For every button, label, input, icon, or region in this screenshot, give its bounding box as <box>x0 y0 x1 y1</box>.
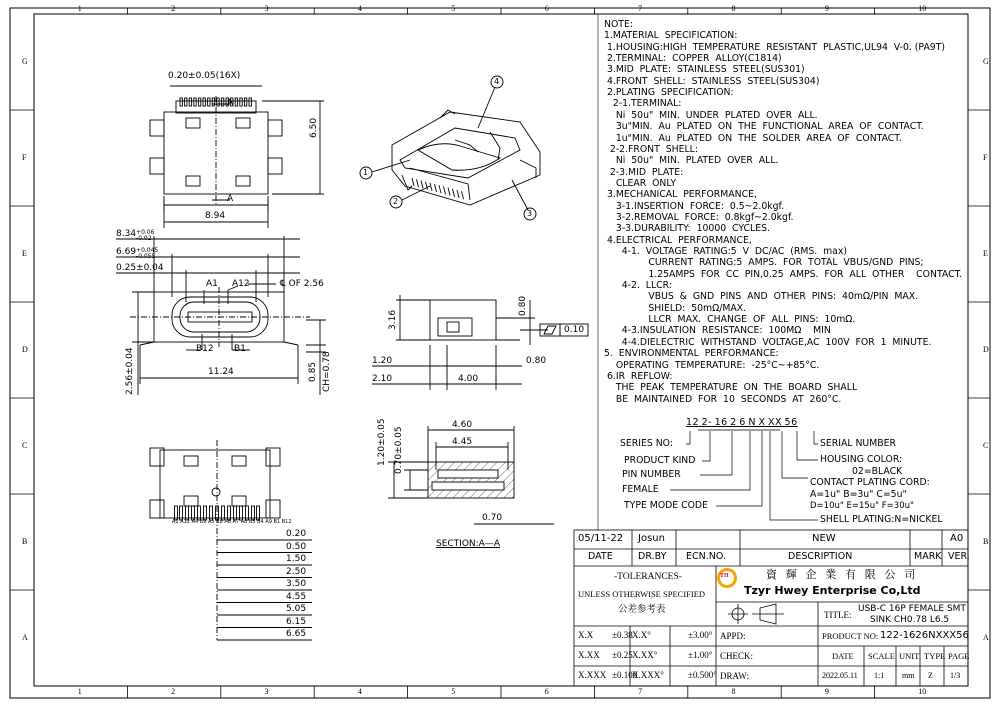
pad-dim: 0.50 <box>286 541 307 552</box>
label-housing-color: HOUSING COLOR: <box>820 454 903 465</box>
info-value: 1/3 <box>950 671 961 680</box>
tolerance-cell: X.X° <box>632 630 651 640</box>
tolerance-subheading: UNLESS OTHERWISE SPECIFIED <box>578 589 706 599</box>
note-line: 3-1.INSERTION FORCE: 0.5~2.0kgf. <box>604 200 785 212</box>
note-line: 2.PLATING SPECIFICATION: <box>604 87 734 99</box>
note-line: 1.MATERIAL SPECIFICATION: <box>604 30 738 42</box>
tolerance-cell: ±3.00° <box>688 630 713 640</box>
dim-front-height: 2.56±0.04 <box>125 347 135 395</box>
pad-dim: 4.55 <box>286 591 307 602</box>
pad-dim: 6.15 <box>286 616 307 627</box>
flatness-value: 0.10 <box>564 325 585 335</box>
title-line-1: USB-C 16P FEMALE SMT <box>858 604 966 614</box>
zone-col-bottom: 8 <box>731 687 736 696</box>
dim-top-width: 8.94 <box>205 211 226 221</box>
note-line: 4.FRONT SHELL: STAINLESS STEEL(SUS304) <box>604 75 820 87</box>
label-contact-plating: CONTACT PLATING CORD: <box>810 477 930 488</box>
label-plating-codes-1: A=1u" B=3u" C=5u" <box>810 489 907 500</box>
label-serial-number: SERIAL NUMBER <box>820 438 896 449</box>
dim-width-1: 8.34+0.06 -0.02 <box>116 229 155 242</box>
tolerance-cell: X.XX <box>578 650 600 660</box>
note-line: Ni 50u" MIN. PLATED OVER ALL. <box>604 155 779 167</box>
zone-col-bottom: 5 <box>451 687 456 696</box>
pad-pin-labels: A1 A12 A4 B9 A5 B8 A6 A7 A8 B5 B4 A9 B1 B12 <box>172 519 292 525</box>
note-line: OPERATING TEMPERATURE: -25°C~+85°C. <box>604 359 820 371</box>
zone-row-left: A <box>22 633 28 642</box>
zone-col-top: 5 <box>451 4 456 13</box>
pin-label-a1: A1 <box>206 279 218 289</box>
zone-row-left: G <box>22 57 28 66</box>
rev-header-ecn: ECN.NO. <box>686 551 726 562</box>
dim-section-0-70: 0.70±0.05 <box>394 426 404 474</box>
dim-top-height: 6.50 <box>309 117 319 138</box>
dim-side-2-10: 2.10 <box>372 374 393 384</box>
label-pin-number: PIN NUMBER <box>622 469 681 480</box>
note-line: Ni 50u" MIN. UNDER PLATED OVER ALL. <box>604 109 818 121</box>
pad-dim: 2.50 <box>286 566 307 577</box>
product-no: 122-1626NXXX56 <box>880 630 969 641</box>
zone-row-left: F <box>22 153 27 162</box>
callout-1: 1 <box>363 168 369 177</box>
pin-label-b12: B12 <box>196 344 214 354</box>
rev-header-desc: DESCRIPTION <box>788 551 853 562</box>
tolerance-cell: X.XXX° <box>632 670 664 680</box>
zone-row-left: D <box>22 345 28 354</box>
label-housing-black: 02=BLACK <box>852 466 903 477</box>
pad-dim: 0.20 <box>286 529 307 539</box>
zone-col-bottom: 1 <box>77 687 82 696</box>
zone-col-top: 2 <box>171 4 176 13</box>
tolerance-cell: X.X <box>578 630 594 640</box>
rev-header-date: DATE <box>588 551 613 562</box>
note-line: LLCR MAX. CHANGE OF ALL PINS: 10mΩ. <box>604 314 856 326</box>
centerline-label: ℄ OF 2.56 <box>280 279 324 289</box>
section-mark-bottom: A <box>227 194 234 204</box>
dim-sink-height: 0.85 <box>308 361 318 382</box>
zone-col-top: 6 <box>544 4 549 13</box>
note-line: 3.MECHANICAL PERFORMANCE, <box>604 189 757 201</box>
zone-row-right: G <box>983 57 989 66</box>
note-line: CLEAR ONLY <box>604 177 676 189</box>
tolerance-cell: ±0.25 <box>612 650 633 660</box>
title-label: TITLE: <box>824 610 852 620</box>
zone-col-bottom: 2 <box>171 687 176 696</box>
zone-col-top: 8 <box>731 4 736 13</box>
zone-row-right: D <box>983 345 989 354</box>
draw-label: DRAW: <box>720 671 749 681</box>
note-line: 6.IR REFLOW: <box>604 370 673 382</box>
zone-col-bottom: 7 <box>638 687 643 696</box>
info-value: 1:1 <box>874 671 885 680</box>
dim-section-1-20: 1.20±0.05 <box>377 418 387 466</box>
zone-col-top: 10 <box>918 4 927 13</box>
note-line: 2.TERMINAL: COPPER ALLOY(C1814) <box>604 53 782 65</box>
zone-row-left: E <box>22 249 27 258</box>
rev-header-drby: DR.BY <box>638 551 667 562</box>
label-female: FEMALE <box>622 484 659 495</box>
section-mark-top: A <box>227 98 234 108</box>
tolerance-cell: ±0.38 <box>612 630 633 640</box>
note-line: 1.HOUSING:HIGH TEMPERATURE RESISTANT PLASTIC,UL94 V-0. (PA9T) <box>604 41 946 53</box>
note-line: 2-3.MID PLATE: <box>604 166 684 178</box>
label-product-kind: PRODUCT KIND <box>624 455 696 466</box>
note-line: 3.MID PLATE: STAINLESS STEEL(SUS301) <box>604 64 805 76</box>
pin-label-a12: A12 <box>232 279 250 289</box>
dim-side-height: 3.16 <box>388 309 398 330</box>
zone-col-bottom: 10 <box>918 687 927 696</box>
zone-row-right: B <box>983 537 989 546</box>
check-label: CHECK: <box>720 651 754 661</box>
note-line: 3-3.DURABILITY: 10000 CYCLES. <box>604 223 770 235</box>
label-type-mode: TYPE MODE CODE <box>624 500 708 511</box>
zone-row-left: C <box>22 441 28 450</box>
zone-col-top: 1 <box>77 4 82 13</box>
note-line: 3u"MIN. Au PLATED ON THE FUNCTIONAL AREA OF CONTACT. <box>604 121 924 133</box>
dim-side-4-00: 4.00 <box>458 374 479 384</box>
company-name-en: Tzyr Hwey Enterprise Co,Ltd <box>744 584 921 597</box>
dim-side-1-20: 1.20 <box>372 356 393 366</box>
note-line: 4.ELECTRICAL PERFORMANCE, <box>604 234 752 246</box>
part-code: 12 2- 16 2 6 N X XX 56 <box>686 417 798 428</box>
dim-section-0-70b: 0.70 <box>482 513 503 523</box>
label-shell-plating: SHELL PLATING:N=NICKEL <box>820 514 943 525</box>
note-line: 4-1. VOLTAGE RATING:5 V DC/AC (RMS. max) <box>604 246 848 257</box>
rev-ver: A0 <box>950 533 964 544</box>
company-name-cn: 資 輝 企 業 有 限 公 司 <box>766 569 919 581</box>
note-line: 5. ENVIRONMENTAL PERFORMANCE: <box>604 348 779 360</box>
tolerance-cell: ±1.00° <box>688 650 713 660</box>
info-value: mm <box>902 671 915 680</box>
note-line: 4-3.INSULATION RESISTANCE: 100MΩ MIN <box>604 325 831 337</box>
dim-ch: CH=0.78 <box>322 351 332 392</box>
note-line: 4-2. LLCR: <box>604 280 672 292</box>
zone-row-right: C <box>983 441 989 450</box>
label-plating-codes-2: D=10u" E=15u" F=30u" <box>810 501 914 511</box>
note-line: THE PEAK TEMPERATURE ON THE BOARD SHALL <box>604 382 858 394</box>
dim-pin-width: 0.20±0.05(16X) <box>168 71 241 81</box>
rev-by: Josun <box>638 533 665 544</box>
section-label: SECTION:A—A <box>436 539 500 549</box>
zone-col-bottom: 9 <box>824 687 829 696</box>
title-line-2: SINK CH0.78 L6.5 <box>870 615 950 625</box>
zone-row-right: F <box>983 153 988 162</box>
note-line: SHIELD: 50mΩ/MAX. <box>604 302 747 314</box>
appd-label: APPD: <box>720 631 746 641</box>
zone-col-top: 4 <box>357 4 362 13</box>
note-line: 3-2.REMOVAL FORCE: 0.8kgf~2.0kgf. <box>604 211 794 223</box>
dim-front-width: 11.24 <box>208 367 234 377</box>
info-header: PAGE <box>948 651 970 661</box>
zone-col-top: 7 <box>638 4 643 13</box>
logo-text: TH <box>720 573 729 579</box>
dim-width-2: 6.69+0.045 -0.055 <box>116 247 159 260</box>
note-line: BE MAINTAINED FOR 10 SECONDS AT 260°C. <box>604 393 842 405</box>
pad-dim: 6.65 <box>286 629 307 639</box>
note-line: VBUS & GND PINS AND OTHER PINS: 40mΩ/PIN MAX. <box>604 291 919 303</box>
callout-4: 4 <box>494 77 500 86</box>
tolerance-cell: ±0.100 <box>612 670 638 680</box>
rev-header-mark: MARK <box>914 551 942 562</box>
info-header: SCALE <box>868 651 895 661</box>
pad-dim: 3.50 <box>286 579 307 589</box>
dim-width-3: 0.25±0.04 <box>116 263 164 273</box>
zone-row-right: A <box>983 633 989 642</box>
info-header: DATE <box>832 651 854 661</box>
tolerance-cell: X.XX° <box>632 650 658 660</box>
label-series-no: SERIES NO: <box>620 438 673 449</box>
dim-side-top: 0.80 <box>518 295 528 316</box>
tolerance-cell: ±0.500° <box>688 670 717 680</box>
zone-col-bottom: 6 <box>544 687 549 696</box>
info-header: TYPE <box>924 651 946 661</box>
note-line: 2-2.FRONT SHELL: <box>604 143 698 155</box>
zone-col-bottom: 4 <box>357 687 362 696</box>
rev-date: 05/11-22 <box>578 533 624 544</box>
dim-section-4-45: 4.45 <box>452 437 473 447</box>
product-no-label: PRODUCT NO: <box>822 631 879 641</box>
info-value: Z <box>928 671 933 680</box>
info-header: UNIT <box>899 651 920 661</box>
callout-2: 2 <box>393 197 399 206</box>
note-line: 1u"MIN. Au PLATED ON THE SOLDER AREA OF CONTACT. <box>604 132 902 144</box>
zone-col-bottom: 3 <box>264 687 269 696</box>
note-line: CURRENT RATING:5 AMPS. FOR TOTAL VBUS/GND PINS; <box>604 257 924 269</box>
zone-row-right: E <box>983 249 988 258</box>
note-line: 1.25AMPS FOR CC PIN,0.25 AMPS. FOR ALL OTHER CONTACT. <box>604 268 963 280</box>
pin-label-b1: B1 <box>234 344 246 354</box>
zone-col-top: 3 <box>264 4 269 13</box>
note-line: NOTE: <box>604 19 633 30</box>
tolerance-cn: 公差参考表 <box>618 605 666 615</box>
tolerance-cell: X.XXX <box>578 670 607 680</box>
zone-row-left: B <box>22 537 28 546</box>
pad-dim: 5.05 <box>286 604 307 614</box>
zone-col-top: 9 <box>824 4 829 13</box>
pad-dim: 1.50 <box>286 554 307 564</box>
rev-desc: NEW <box>812 533 836 544</box>
dim-side-0-80: 0.80 <box>526 356 547 366</box>
rev-header-ver: VER. <box>948 551 970 562</box>
info-value: 2022.05.11 <box>822 671 858 680</box>
note-line: 4-4.DIELECTRIC WITHSTAND VOLTAGE,AC 100V FOR 1 MINUTE. <box>604 336 932 348</box>
tolerance-heading: -TOLERANCES- <box>614 572 682 582</box>
note-line: 2-1.TERMINAL: <box>604 98 682 110</box>
dim-section-4-60: 4.60 <box>452 420 473 430</box>
callout-3: 3 <box>527 209 533 218</box>
